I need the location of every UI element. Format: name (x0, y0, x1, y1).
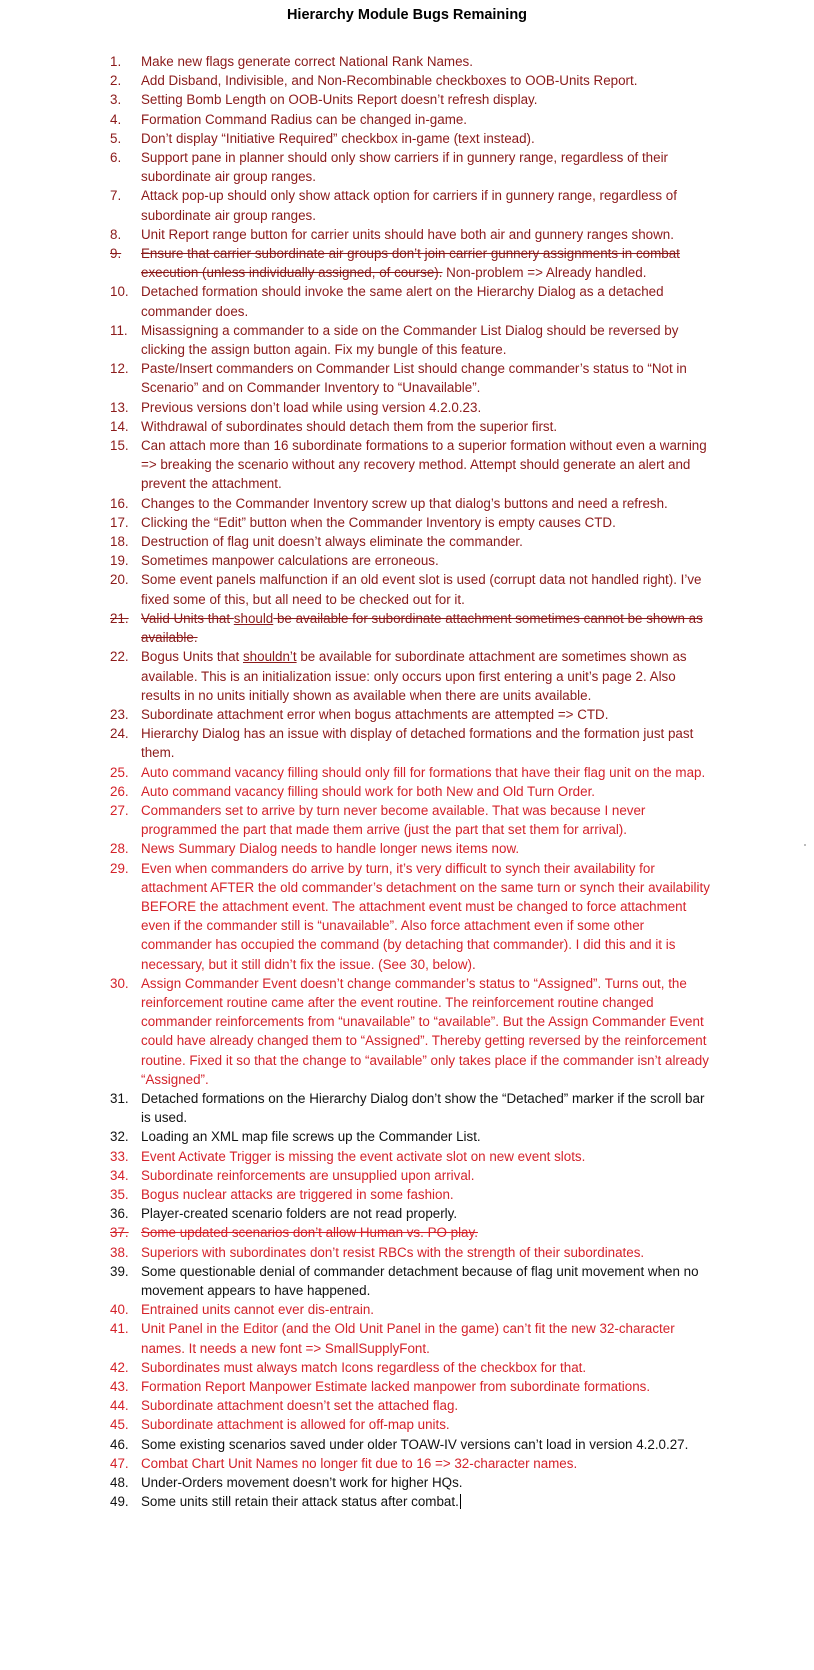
bug-text: Detached formation should invoke the same alert on the Hierarchy Dialog as a detached commander does. (141, 284, 664, 319)
bug-number: 30. (110, 975, 129, 991)
bug-number: 38. (110, 1244, 129, 1260)
bug-item (0, 513, 716, 532)
bug-number: 24. (110, 726, 129, 742)
bug-text: should (233, 610, 274, 626)
bug-text: Subordinate attachment is allowed for off-map units. (141, 1417, 450, 1433)
bug-item (0, 1127, 716, 1146)
bug-number: 43. (110, 1379, 129, 1395)
bug-number: 22. (110, 649, 129, 665)
bug-item (0, 225, 716, 244)
bug-text: Clicking the “Edit” button when the Commander Inventory is empty causes CTD. (141, 514, 616, 530)
bug-text: Some existing scenarios saved under older TOAW-IV versions can’t load in version 4.2.0.27. (141, 1436, 689, 1452)
bug-number: 8. (110, 226, 122, 242)
bug-text: Assign Commander Event doesn’t change commander’s status to “Assigned”. Turns out, the reinforcement routine came after the event routine. The reinforcement routine changed commander reinforcements from “unavailable” to “available”. But the Assign Commander Event could have already changed them to “Assigned”. Thereby getting reversed by the reinforcement routine. Fixed it so that the change to “available” only takes place if the commander isn’t already “Assigned”. (141, 975, 709, 1087)
bug-number: 44. (110, 1398, 129, 1414)
bug-text: Some questionable denial of commander detachment because of flag unit movement when no movement appears to have happened. (141, 1263, 699, 1298)
bug-item (0, 1300, 716, 1319)
bug-text: Detached formations on the Hierarchy Dialog don’t show the “Detached” marker if the scroll bar is used. (141, 1090, 705, 1126)
bug-item (0, 801, 716, 839)
bug-number: 40. (110, 1302, 129, 1318)
bug-item (0, 1089, 716, 1127)
bug-number: 47. (110, 1455, 129, 1471)
bug-item (0, 282, 716, 320)
bug-text: Some updated scenarios don’t allow Human vs. PO play. (141, 1225, 478, 1241)
bug-item (0, 974, 716, 1089)
bug-item (0, 1415, 716, 1434)
bug-text: Formation Report Manpower Estimate lacked manpower from subordinate formations. (141, 1379, 651, 1395)
bug-item (0, 782, 716, 801)
bug-number: 39. (110, 1263, 129, 1279)
bug-text: Subordinate attachment doesn’t set the attached flag. (141, 1398, 459, 1414)
bug-item (0, 129, 716, 148)
bug-text: Don’t display “Initiative Required” checkbox in-game (text instead). (141, 130, 535, 146)
bug-number: 27. (110, 802, 129, 818)
margin-mark (804, 844, 806, 846)
bug-item (0, 321, 716, 359)
bug-number: 42. (110, 1359, 129, 1375)
bug-item (0, 609, 716, 647)
bug-item (0, 52, 716, 71)
bug-item (0, 359, 716, 397)
bug-item (0, 1377, 716, 1396)
bug-text: be available for subordinate attachment are sometimes shown as available. This is an initialization issue: only occurs upon first entering a unit’s page 2. Also results in no units initially shown as available when there are units available. (141, 649, 687, 703)
bug-item (0, 398, 716, 417)
bug-number: 14. (110, 418, 129, 434)
text-cursor (460, 1494, 461, 1509)
bug-number: 49. (110, 1494, 129, 1510)
bug-item (0, 186, 716, 224)
bug-text: Even when commanders do arrive by turn, it’s very difficult to synch their availability for attachment AFTER the old commander’s detachment on the same turn or synch their availability BEFORE the attachment event. The attachment event must be changed to force attachment even if the commander still is “unavailable”. Also force attachment even if some other commander has occupied the command (by detaching that commander). I did this and it is necessary, but it still didn’t fix the issue. (See 30, below). (141, 860, 710, 972)
bug-text: Subordinate reinforcements are unsupplied upon arrival. (141, 1167, 475, 1183)
bug-text: Commanders set to arrive by turn never become available. That was because I never programmed the part that made them arrive (just the part that set them for arrival). (141, 802, 646, 838)
bug-list (0, 52, 814, 1511)
bug-text: News Summary Dialog needs to handle longer news items now. (141, 841, 520, 857)
bug-text: Bogus nuclear attacks are triggered in some fashion. (141, 1186, 454, 1202)
bug-text: Paste/Insert commanders on Commander List should change commander’s status to “Not in Scenario” and on Commander Inventory to “Unavailable”. (141, 361, 687, 396)
bug-text: Setting Bomb Length on OOB-Units Report doesn’t refresh display. (141, 92, 538, 108)
bug-text: Unit Report range button for carrier units should have both air and gunnery ranges shown. (141, 226, 674, 242)
bug-item (0, 436, 716, 494)
bug-number: 3. (110, 92, 122, 108)
bug-number: 37. (110, 1225, 129, 1241)
bug-number: 15. (110, 438, 129, 454)
bug-text: Subordinate attachment error when bogus attachments are attempted => CTD. (141, 706, 609, 722)
bug-text: Auto command vacancy filling should work for both New and Old Turn Order. (141, 783, 596, 799)
bug-text: Misassigning a commander to a side on the Commander List Dialog should be reversed by clicking the assign button again. Fix my bungle of this feature. (141, 322, 679, 358)
bug-text: Subordinates must always match Icons regardless of the checkbox for that. (141, 1359, 587, 1375)
bug-item (0, 1473, 716, 1492)
bug-number: 18. (110, 534, 129, 550)
bug-number: 46. (110, 1436, 129, 1452)
bug-text: Sometimes manpower calculations are erroneous. (141, 553, 439, 569)
bug-item (0, 724, 716, 762)
bug-item (0, 148, 716, 186)
bug-number: 6. (110, 150, 122, 166)
bug-number: 45. (110, 1417, 129, 1433)
bug-number: 21. (110, 610, 129, 626)
bug-number: 1. (110, 54, 122, 69)
bug-text: Add Disband, Indivisible, and Non-Recombinable checkboxes to OOB-Units Report. (141, 73, 638, 89)
bug-item (0, 1358, 716, 1377)
bug-text: Ensure that carrier subordinate air groups don’t join carrier gunnery assignments in combat execution (unless individually assigned, of course). (141, 246, 680, 281)
bug-number: 12. (110, 361, 129, 377)
bug-text: Can attach more than 16 subordinate formations to a superior formation without even a warning => breaking the scenario without any recovery method. Attempt should generate an alert and prevent the attachment. (141, 438, 707, 492)
bug-text: Attack pop-up should only show attack option for carriers if in gunnery range, regardless of subordinate air group ranges. (141, 188, 677, 223)
bug-item (0, 647, 716, 705)
bug-item (0, 1204, 716, 1223)
bug-text: Valid Units that (141, 610, 234, 626)
bug-item (0, 494, 716, 513)
bug-text: Superiors with subordinates don’t resist RBCs with the strength of their subordinates. (141, 1244, 645, 1260)
bug-item (0, 570, 716, 608)
bug-text: Player-created scenario folders are not read properly. (141, 1206, 458, 1222)
bug-item (0, 1147, 716, 1166)
bug-item (0, 859, 716, 974)
bug-text: Entrained units cannot ever dis-entrain. (141, 1302, 374, 1318)
bug-number: 16. (110, 495, 129, 511)
bug-item (0, 705, 716, 724)
bug-text: Event Activate Trigger is missing the event activate slot on new event slots. (141, 1148, 586, 1164)
bug-item (0, 1262, 716, 1300)
bug-number: 11. (110, 322, 128, 338)
bug-number: 7. (110, 188, 122, 204)
bug-text: Formation Command Radius can be changed in-game. (141, 111, 468, 127)
bug-item (0, 1435, 716, 1454)
bug-number: 2. (110, 73, 122, 89)
bug-number: 26. (110, 783, 129, 799)
bug-text: Hierarchy Dialog has an issue with display of detached formations and the formation just past them. (141, 726, 694, 761)
bug-text: Bogus Units that (141, 649, 243, 665)
bug-item (0, 1243, 716, 1262)
bug-number: 28. (110, 841, 129, 857)
bug-text: Support pane in planner should only show carriers if in gunnery range, regardless of their subordinate air group ranges. (141, 150, 669, 185)
bug-text: Under-Orders movement doesn’t work for higher HQs. (141, 1475, 463, 1491)
bug-number: 23. (110, 706, 129, 722)
bug-number: 48. (110, 1475, 129, 1491)
bug-item (0, 1223, 716, 1242)
bug-item (0, 1185, 716, 1204)
bug-text: Some units still retain their attack status after combat. (141, 1494, 459, 1510)
bug-item (0, 1492, 716, 1511)
bug-text: Previous versions don’t load while using version 4.2.0.23. (141, 399, 482, 415)
bug-number: 20. (110, 572, 129, 588)
bug-number: 35. (110, 1186, 129, 1202)
bug-text: Make new flags generate correct National Rank Names. (141, 54, 473, 69)
bug-text: shouldn’t (242, 649, 297, 665)
bug-item (0, 839, 716, 858)
bug-number: 31. (110, 1090, 129, 1106)
bug-number: 9. (110, 246, 122, 262)
bug-number: 5. (110, 130, 122, 146)
bug-number: 29. (110, 860, 129, 876)
bug-item (0, 532, 716, 551)
bug-item (0, 1454, 716, 1473)
bug-text: Combat Chart Unit Names no longer fit due to 16 => 32-character names. (141, 1455, 578, 1471)
bug-number: 34. (110, 1167, 129, 1183)
bug-item (0, 1319, 716, 1357)
bug-text: Loading an XML map file screws up the Commander List. (141, 1129, 481, 1145)
bug-text: Auto command vacancy filling should only fill for formations that have their flag unit on the map. (141, 764, 706, 780)
bug-text: Withdrawal of subordinates should detach them from the superior first. (141, 418, 558, 434)
bug-number: 10. (110, 284, 129, 300)
bug-number: 33. (110, 1148, 129, 1164)
bug-text: Unit Panel in the Editor (and the Old Unit Panel in the game) can’t fit the new 32-character names. It needs a new font => SmallSupplyFont. (141, 1321, 675, 1356)
bug-item (0, 1396, 716, 1415)
bug-number: 41. (110, 1321, 129, 1337)
bug-item (0, 763, 716, 782)
bug-text: Changes to the Commander Inventory screw up that dialog’s buttons and need a refresh. (141, 495, 668, 511)
bug-item (0, 110, 716, 129)
bug-item (0, 551, 716, 570)
bug-number: 36. (110, 1206, 129, 1222)
bug-number: 25. (110, 764, 129, 780)
bug-text: Destruction of flag unit doesn’t always eliminate the commander. (141, 534, 523, 550)
bug-number: 32. (110, 1129, 129, 1145)
bug-text: Some event panels malfunction if an old event slot is used (corrupt data not handled right). I’ve fixed some of this, but all need to be checked out for it. (141, 572, 702, 607)
bug-number: 4. (110, 111, 122, 127)
bug-item (0, 244, 716, 282)
bug-text: be available for subordinate attachment sometimes cannot be shown as available. (141, 610, 703, 646)
bug-text: Non-problem => Already handled. (442, 265, 647, 281)
bug-item (0, 1166, 716, 1185)
bug-item (0, 417, 716, 436)
bug-item (0, 71, 716, 90)
bug-number: 17. (110, 514, 129, 530)
bug-number: 19. (110, 553, 129, 569)
document-title: Hierarchy Module Bugs Remaining (286, 7, 528, 23)
bug-item (0, 90, 716, 109)
bug-number: 13. (110, 399, 129, 415)
